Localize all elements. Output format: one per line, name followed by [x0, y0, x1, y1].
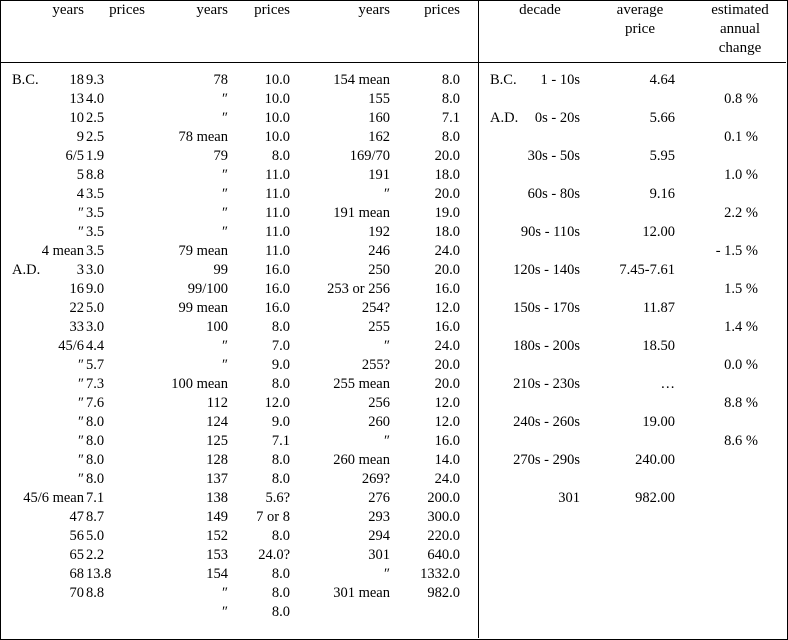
- col2-price-cell: 8.0: [271, 471, 290, 487]
- col3-year-cell: 276: [368, 490, 390, 506]
- col2-price-cell: 5.6?: [265, 490, 290, 506]
- col3-year-cell: 191: [368, 167, 390, 183]
- decade-cell: 240s - 260s: [513, 414, 580, 430]
- col1-year-cell: 6/5: [65, 148, 84, 164]
- decade-cell: 180s - 200s: [513, 338, 580, 354]
- col1-price-cell: 3.5: [86, 243, 105, 259]
- col1-price-cell: 2.5: [86, 129, 105, 145]
- col3-year-cell: 246: [368, 243, 390, 259]
- col3-price-cell: 24.0: [434, 338, 460, 354]
- col2-year-cell: ″: [221, 205, 228, 221]
- col1-price-cell: 4.4: [86, 338, 105, 354]
- col1-price-cell: 8.0: [86, 414, 105, 430]
- col3-year-cell: 255: [368, 319, 390, 335]
- annual-change-cell: 0.1 %: [724, 129, 758, 145]
- col1-year-cell: 13: [69, 91, 84, 107]
- average-price-cell: 12.00: [642, 224, 675, 240]
- col2-price-cell: 8.0: [271, 452, 290, 468]
- col3-year-cell: 254?: [361, 300, 390, 316]
- header-average-price-line2: price: [625, 21, 655, 37]
- col2-price-cell: 10.0: [264, 91, 290, 107]
- col1-price-cell: 3.5: [86, 224, 105, 240]
- header-col2-years: years: [196, 2, 228, 18]
- header-col3-years: years: [358, 2, 390, 18]
- col1-price-cell: 8.0: [86, 471, 105, 487]
- col2-year-cell: 99 mean: [178, 300, 228, 316]
- col3-year-cell: ″: [383, 186, 390, 202]
- col2-year-cell: 100 mean: [171, 376, 228, 392]
- col2-price-cell: 11.0: [265, 205, 290, 221]
- col1-year-cell: 4: [76, 186, 84, 202]
- col2-year-cell: 149: [206, 509, 228, 525]
- col3-year-cell: ″: [383, 433, 390, 449]
- col2-price-cell: 16.0: [264, 262, 290, 278]
- decade-cell: 150s - 170s: [513, 300, 580, 316]
- table-vertical-divider: [478, 0, 479, 638]
- col2-price-cell: 16.0: [264, 281, 290, 297]
- col2-price-cell: 24.0?: [258, 547, 290, 563]
- header-col3-prices: prices: [424, 2, 460, 18]
- col3-price-cell: 20.0: [434, 186, 460, 202]
- col1-price-cell: 3.0: [86, 262, 105, 278]
- col1-year-cell: ″: [77, 395, 84, 411]
- header-decade: decade: [519, 2, 561, 18]
- col2-price-cell: 8.0: [271, 604, 290, 620]
- average-price-cell: 7.45-7.61: [619, 262, 675, 278]
- col1-year-cell: ″: [77, 414, 84, 430]
- col1-price-cell: 5.0: [86, 300, 105, 316]
- col2-price-cell: 8.0: [271, 148, 290, 164]
- col1-year-cell: ″: [77, 205, 84, 221]
- col1-year-cell: 22: [69, 300, 84, 316]
- col2-year-cell: 128: [206, 452, 228, 468]
- col2-price-cell: 8.0: [271, 319, 290, 335]
- col1-price-cell: 2.2: [86, 547, 105, 563]
- col2-price-cell: 10.0: [264, 72, 290, 88]
- average-price-cell: 5.95: [649, 148, 675, 164]
- annual-change-cell: 1.5 %: [724, 281, 758, 297]
- decade-cell: 120s - 140s: [513, 262, 580, 278]
- col3-year-cell: 301: [368, 547, 390, 563]
- col1-year-cell: ″: [77, 224, 84, 240]
- average-price-cell: 4.64: [649, 72, 675, 88]
- col2-price-cell: 11.0: [265, 186, 290, 202]
- col3-year-cell: 255?: [361, 357, 390, 373]
- col2-price-cell: 9.0: [271, 414, 290, 430]
- col3-year-cell: 294: [368, 528, 390, 544]
- col3-year-cell: 191 mean: [333, 205, 390, 221]
- col2-year-cell: ″: [221, 110, 228, 126]
- col2-price-cell: 9.0: [271, 357, 290, 373]
- col3-year-cell: 160: [368, 110, 390, 126]
- col2-price-cell: 8.0: [271, 376, 290, 392]
- col1-price-cell: 13.8: [86, 566, 112, 582]
- col1-year-cell: 9: [76, 129, 84, 145]
- col3-year-cell: 169/70: [349, 148, 390, 164]
- col1-year-cell: 65: [69, 547, 84, 563]
- col2-year-cell: 153: [206, 547, 228, 563]
- header-average-price-line1: average: [616, 2, 664, 18]
- col2-price-cell: 16.0: [264, 300, 290, 316]
- col2-price-cell: 8.0: [271, 528, 290, 544]
- col1-year-cell: 10: [69, 110, 84, 126]
- col2-price-cell: 7.1: [271, 433, 290, 449]
- col3-price-cell: 18.0: [434, 167, 460, 183]
- col3-price-cell: 16.0: [434, 433, 460, 449]
- annual-change-cell: 8.6 %: [724, 433, 758, 449]
- col3-price-cell: 16.0: [434, 319, 460, 335]
- col3-year-cell: 253 or 256: [327, 281, 390, 297]
- average-price-cell: 240.00: [635, 452, 675, 468]
- annual-change-cell: 2.2 %: [724, 205, 758, 221]
- col1-year-cell: 5: [76, 167, 84, 183]
- col2-price-cell: 11.0: [265, 224, 290, 240]
- col3-price-cell: 300.0: [427, 509, 460, 525]
- col2-price-cell: 12.0: [264, 395, 290, 411]
- col2-price-cell: 11.0: [265, 243, 290, 259]
- col3-price-cell: 20.0: [434, 262, 460, 278]
- header-col1-years: years: [52, 2, 84, 18]
- col1-price-cell: 8.7: [86, 509, 105, 525]
- col3-price-cell: 8.0: [441, 72, 460, 88]
- col2-price-cell: 7 or 8: [256, 509, 290, 525]
- annual-change-cell: - 1.5 %: [715, 243, 758, 259]
- col1-year-cell: ″: [77, 471, 84, 487]
- col3-year-cell: ″: [383, 338, 390, 354]
- col1-price-cell: 7.1: [86, 490, 105, 506]
- col1-price-cell: 3.0: [86, 319, 105, 335]
- col3-year-cell: 301 mean: [333, 585, 390, 601]
- col2-year-cell: 100: [206, 319, 228, 335]
- col3-price-cell: 24.0: [434, 243, 460, 259]
- col1-price-cell: 3.5: [86, 205, 105, 221]
- average-price-cell: 11.87: [642, 300, 675, 316]
- col2-year-cell: ″: [221, 167, 228, 183]
- col2-price-cell: 8.0: [271, 585, 290, 601]
- col1-year-cell: 45/6 mean: [23, 490, 84, 506]
- col2-year-cell: 78: [213, 72, 228, 88]
- col2-year-cell: ″: [221, 357, 228, 373]
- col1-price-cell: 9.0: [86, 281, 105, 297]
- col3-price-cell: 12.0: [434, 414, 460, 430]
- header-annual-change-line3: change: [718, 40, 762, 56]
- col3-year-cell: 250: [368, 262, 390, 278]
- col1-year-cell: 45/6: [58, 338, 84, 354]
- col2-year-cell: 112: [206, 395, 228, 411]
- col1-year-cell: 70: [69, 585, 84, 601]
- decade-cell: 30s - 50s: [527, 148, 580, 164]
- decade-era-label: B.C.: [490, 72, 517, 88]
- col2-year-cell: ″: [221, 585, 228, 601]
- col3-price-cell: 8.0: [441, 129, 460, 145]
- col1-price-cell: 1.9: [86, 148, 105, 164]
- col2-year-cell: ″: [221, 91, 228, 107]
- col1-price-cell: 9.3: [86, 72, 105, 88]
- col2-year-cell: 99/100: [187, 281, 228, 297]
- decade-cell: 270s - 290s: [513, 452, 580, 468]
- col1-price-cell: 4.0: [86, 91, 105, 107]
- col3-price-cell: 18.0: [434, 224, 460, 240]
- col2-year-cell: 78 mean: [178, 129, 228, 145]
- col2-year-cell: 137: [206, 471, 228, 487]
- col3-year-cell: 154 mean: [333, 72, 390, 88]
- decade-cell: 90s - 110s: [520, 224, 580, 240]
- annual-change-cell: 1.0 %: [724, 167, 758, 183]
- col2-year-cell: 138: [206, 490, 228, 506]
- col1-price-cell: 2.5: [86, 110, 105, 126]
- col1-era-label: B.C.: [12, 72, 39, 88]
- col3-price-cell: 20.0: [434, 376, 460, 392]
- col1-price-cell: 8.0: [86, 452, 105, 468]
- col3-price-cell: 1332.0: [420, 566, 460, 582]
- col1-year-cell: ″: [77, 433, 84, 449]
- col3-price-cell: 7.1: [441, 110, 460, 126]
- col2-year-cell: 124: [206, 414, 228, 430]
- header-annual-change-line1: estimated: [711, 2, 769, 18]
- col3-price-cell: 640.0: [427, 547, 460, 563]
- col3-price-cell: 19.0: [434, 205, 460, 221]
- col1-price-cell: 8.8: [86, 167, 105, 183]
- col1-price-cell: 7.6: [86, 395, 105, 411]
- average-price-cell: 982.00: [635, 490, 675, 506]
- average-price-cell: 18.50: [642, 338, 675, 354]
- col2-price-cell: 11.0: [265, 167, 290, 183]
- col3-year-cell: 260 mean: [333, 452, 390, 468]
- col3-year-cell: 192: [368, 224, 390, 240]
- col3-year-cell: 293: [368, 509, 390, 525]
- average-price-cell: 5.66: [649, 110, 675, 126]
- col1-year-cell: 3: [76, 262, 84, 278]
- col3-price-cell: 24.0: [434, 471, 460, 487]
- annual-change-cell: 1.4 %: [724, 319, 758, 335]
- col3-year-cell: 260: [368, 414, 390, 430]
- col1-price-cell: 5.0: [86, 528, 105, 544]
- col3-year-cell: 269?: [361, 471, 390, 487]
- average-price-cell: …: [660, 376, 675, 392]
- average-price-cell: 9.16: [649, 186, 675, 202]
- col3-price-cell: 12.0: [434, 395, 460, 411]
- col1-price-cell: 8.0: [86, 433, 105, 449]
- col2-year-cell: ″: [221, 604, 228, 620]
- col2-year-cell: 79: [213, 148, 228, 164]
- col2-year-cell: ″: [221, 186, 228, 202]
- header-annual-change-line2: annual: [720, 21, 760, 37]
- col3-price-cell: 220.0: [427, 528, 460, 544]
- col2-price-cell: 7.0: [271, 338, 290, 354]
- decade-cell: 60s - 80s: [527, 186, 580, 202]
- header-col2-prices: prices: [254, 2, 290, 18]
- col3-year-cell: 256: [368, 395, 390, 411]
- col3-year-cell: 155: [368, 91, 390, 107]
- decade-cell: 301: [558, 490, 580, 506]
- col2-year-cell: 154: [206, 566, 228, 582]
- col2-year-cell: 152: [206, 528, 228, 544]
- col3-price-cell: 14.0: [434, 452, 460, 468]
- col1-era-label: A.D.: [12, 262, 41, 278]
- col3-price-cell: 12.0: [434, 300, 460, 316]
- col3-price-cell: 982.0: [427, 585, 460, 601]
- col1-year-cell: ″: [77, 376, 84, 392]
- col2-year-cell: ″: [221, 224, 228, 240]
- col3-year-cell: 255 mean: [333, 376, 390, 392]
- col3-price-cell: 20.0: [434, 148, 460, 164]
- col2-year-cell: 125: [206, 433, 228, 449]
- col3-price-cell: 16.0: [434, 281, 460, 297]
- col1-year-cell: 16: [69, 281, 84, 297]
- decade-cell: 210s - 230s: [513, 376, 580, 392]
- col2-price-cell: 10.0: [264, 129, 290, 145]
- col3-price-cell: 200.0: [427, 490, 460, 506]
- table-header-divider: [0, 62, 786, 63]
- col2-price-cell: 10.0: [264, 110, 290, 126]
- col1-year-cell: 4 mean: [41, 243, 84, 259]
- col1-price-cell: 8.8: [86, 585, 105, 601]
- col2-year-cell: 99: [213, 262, 228, 278]
- col1-price-cell: 7.3: [86, 376, 105, 392]
- col1-year-cell: 56: [69, 528, 84, 544]
- col2-year-cell: ″: [221, 338, 228, 354]
- annual-change-cell: 0.8 %: [724, 91, 758, 107]
- col1-year-cell: ″: [77, 452, 84, 468]
- header-col1-prices: prices: [109, 2, 145, 18]
- decade-cell: 1 - 10s: [540, 72, 580, 88]
- col3-price-cell: 8.0: [441, 91, 460, 107]
- average-price-cell: 19.00: [642, 414, 675, 430]
- col1-year-cell: 33: [69, 319, 84, 335]
- col2-year-cell: 79 mean: [178, 243, 228, 259]
- col1-year-cell: 68: [69, 566, 84, 582]
- col1-price-cell: 3.5: [86, 186, 105, 202]
- col3-year-cell: 162: [368, 129, 390, 145]
- col1-year-cell: 18: [69, 72, 84, 88]
- col1-year-cell: ″: [77, 357, 84, 373]
- decade-era-label: A.D.: [490, 110, 519, 126]
- col1-price-cell: 5.7: [86, 357, 105, 373]
- col3-year-cell: ″: [383, 566, 390, 582]
- col2-price-cell: 8.0: [271, 566, 290, 582]
- col1-year-cell: 47: [69, 509, 84, 525]
- annual-change-cell: 0.0 %: [724, 357, 758, 373]
- decade-cell: 0s - 20s: [534, 110, 580, 126]
- annual-change-cell: 8.8 %: [724, 395, 758, 411]
- col3-price-cell: 20.0: [434, 357, 460, 373]
